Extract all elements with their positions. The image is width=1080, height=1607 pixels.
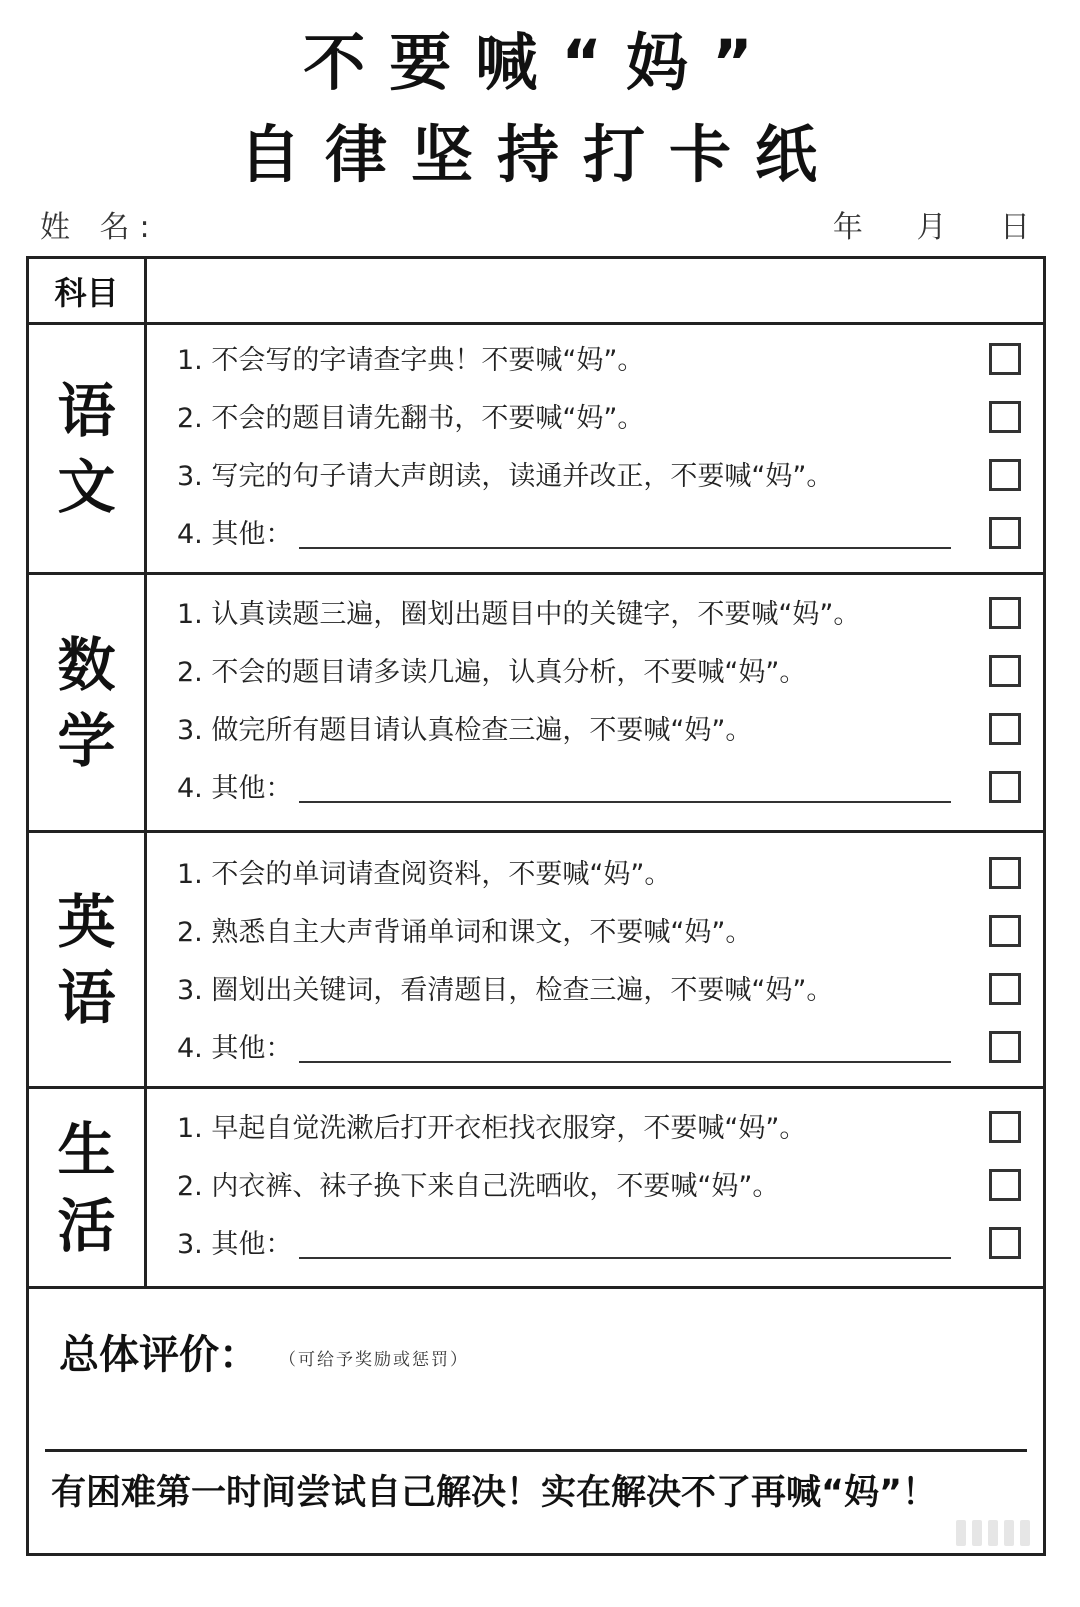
checkbox[interactable]	[989, 1031, 1021, 1063]
checkbox[interactable]	[989, 401, 1021, 433]
checkbox[interactable]	[989, 713, 1021, 745]
fill-in-line[interactable]	[299, 801, 951, 803]
list-item	[177, 653, 1021, 693]
list-item	[177, 971, 1021, 1011]
divider	[45, 1449, 1027, 1452]
evaluation-label: 总体评价：	[59, 1332, 259, 1378]
subject-cell	[29, 575, 147, 830]
item-text: 3. 圈划出关键词，看清题目，检查三遍，不要喊“妈”。	[177, 975, 834, 1006]
section-life	[29, 1089, 1043, 1289]
checkbox[interactable]	[989, 655, 1021, 687]
date-labels	[789, 208, 1030, 248]
list-item	[177, 913, 1021, 953]
footer-slogan: 有困难第一时间尝试自己解决！实在解决不了再喊“妈”！	[51, 1473, 938, 1513]
subject-cell	[29, 1089, 147, 1286]
item-list	[147, 575, 1043, 830]
checkbox[interactable]	[989, 1169, 1021, 1201]
list-item	[177, 595, 1021, 635]
fill-in-line[interactable]	[299, 1061, 951, 1063]
item-text: 1. 不会写的字请查字典！不要喊“妈”。	[177, 345, 645, 376]
subject-name: 英语	[57, 887, 116, 1032]
list-item	[177, 1109, 1021, 1149]
checkbox[interactable]	[989, 1111, 1021, 1143]
item-text: 4. 其他：	[177, 773, 293, 804]
list-item	[177, 1029, 1021, 1069]
fill-in-line[interactable]	[299, 1257, 951, 1259]
checkbox[interactable]	[989, 597, 1021, 629]
list-item	[177, 341, 1021, 381]
checkbox[interactable]	[989, 915, 1021, 947]
subject-header-label: 科目	[54, 273, 119, 312]
item-list	[147, 833, 1043, 1086]
item-text: 3. 做完所有题目请认真检查三遍，不要喊“妈”。	[177, 715, 753, 746]
day-label: 日	[1000, 210, 1030, 245]
item-text: 1. 认真读题三遍，圈划出题目中的关键字，不要喊“妈”。	[177, 599, 861, 630]
item-text: 2. 熟悉自主大声背诵单词和课文，不要喊“妈”。	[177, 917, 753, 948]
checkbox[interactable]	[989, 343, 1021, 375]
list-item	[177, 399, 1021, 439]
checkbox[interactable]	[989, 517, 1021, 549]
item-text: 3. 其他：	[177, 1229, 293, 1260]
evaluation-note: （可给予奖励或惩罚）	[279, 1350, 469, 1370]
subject-header-cell	[29, 259, 147, 322]
list-item	[177, 711, 1021, 751]
checkbox[interactable]	[989, 973, 1021, 1005]
item-list	[147, 1089, 1043, 1286]
checkbox[interactable]	[989, 857, 1021, 889]
item-text: 1. 早起自觉洗漱后打开衣柜找衣服穿，不要喊“妈”。	[177, 1113, 807, 1144]
item-text: 1. 不会的单词请查阅资料，不要喊“妈”。	[177, 859, 672, 890]
checkbox[interactable]	[989, 1227, 1021, 1259]
title-line-2: 自律坚持打卡纸	[238, 118, 841, 191]
item-text: 2. 不会的题目请先翻书，不要喊“妈”。	[177, 403, 645, 434]
subject-name: 数学	[57, 630, 116, 775]
watermark-icon	[890, 1516, 1030, 1550]
subject-name: 生活	[57, 1115, 116, 1260]
year-label: 年	[832, 210, 863, 245]
list-item	[177, 769, 1021, 809]
subject-cell	[29, 325, 147, 572]
item-text: 4. 其他：	[177, 519, 293, 550]
title-line-1: 不要喊“妈”	[303, 26, 777, 99]
list-item	[177, 457, 1021, 497]
list-item	[177, 515, 1021, 555]
list-item	[177, 855, 1021, 895]
name-label: 姓 名:	[40, 210, 160, 245]
section-math	[29, 575, 1043, 833]
checklist-table	[26, 256, 1046, 1556]
table-header-row	[29, 259, 1043, 325]
section-english	[29, 833, 1043, 1089]
checkbox[interactable]	[989, 771, 1021, 803]
checkbox[interactable]	[989, 459, 1021, 491]
section-chinese	[29, 325, 1043, 575]
item-text: 4. 其他：	[177, 1033, 293, 1064]
item-text: 3. 写完的句子请大声朗读，读通并改正，不要喊“妈”。	[177, 461, 834, 492]
list-item	[177, 1167, 1021, 1207]
list-item	[177, 1225, 1021, 1265]
month-label: 月	[916, 210, 947, 245]
item-text: 2. 不会的题目请多读几遍，认真分析，不要喊“妈”。	[177, 657, 807, 688]
subject-cell	[29, 833, 147, 1086]
item-list	[147, 325, 1043, 572]
fill-in-line[interactable]	[299, 547, 951, 549]
subject-name: 语文	[57, 376, 116, 521]
item-text: 2. 内衣裤、袜子换下来自己洗晒收，不要喊“妈”。	[177, 1171, 780, 1202]
overall-evaluation	[29, 1289, 1043, 1553]
